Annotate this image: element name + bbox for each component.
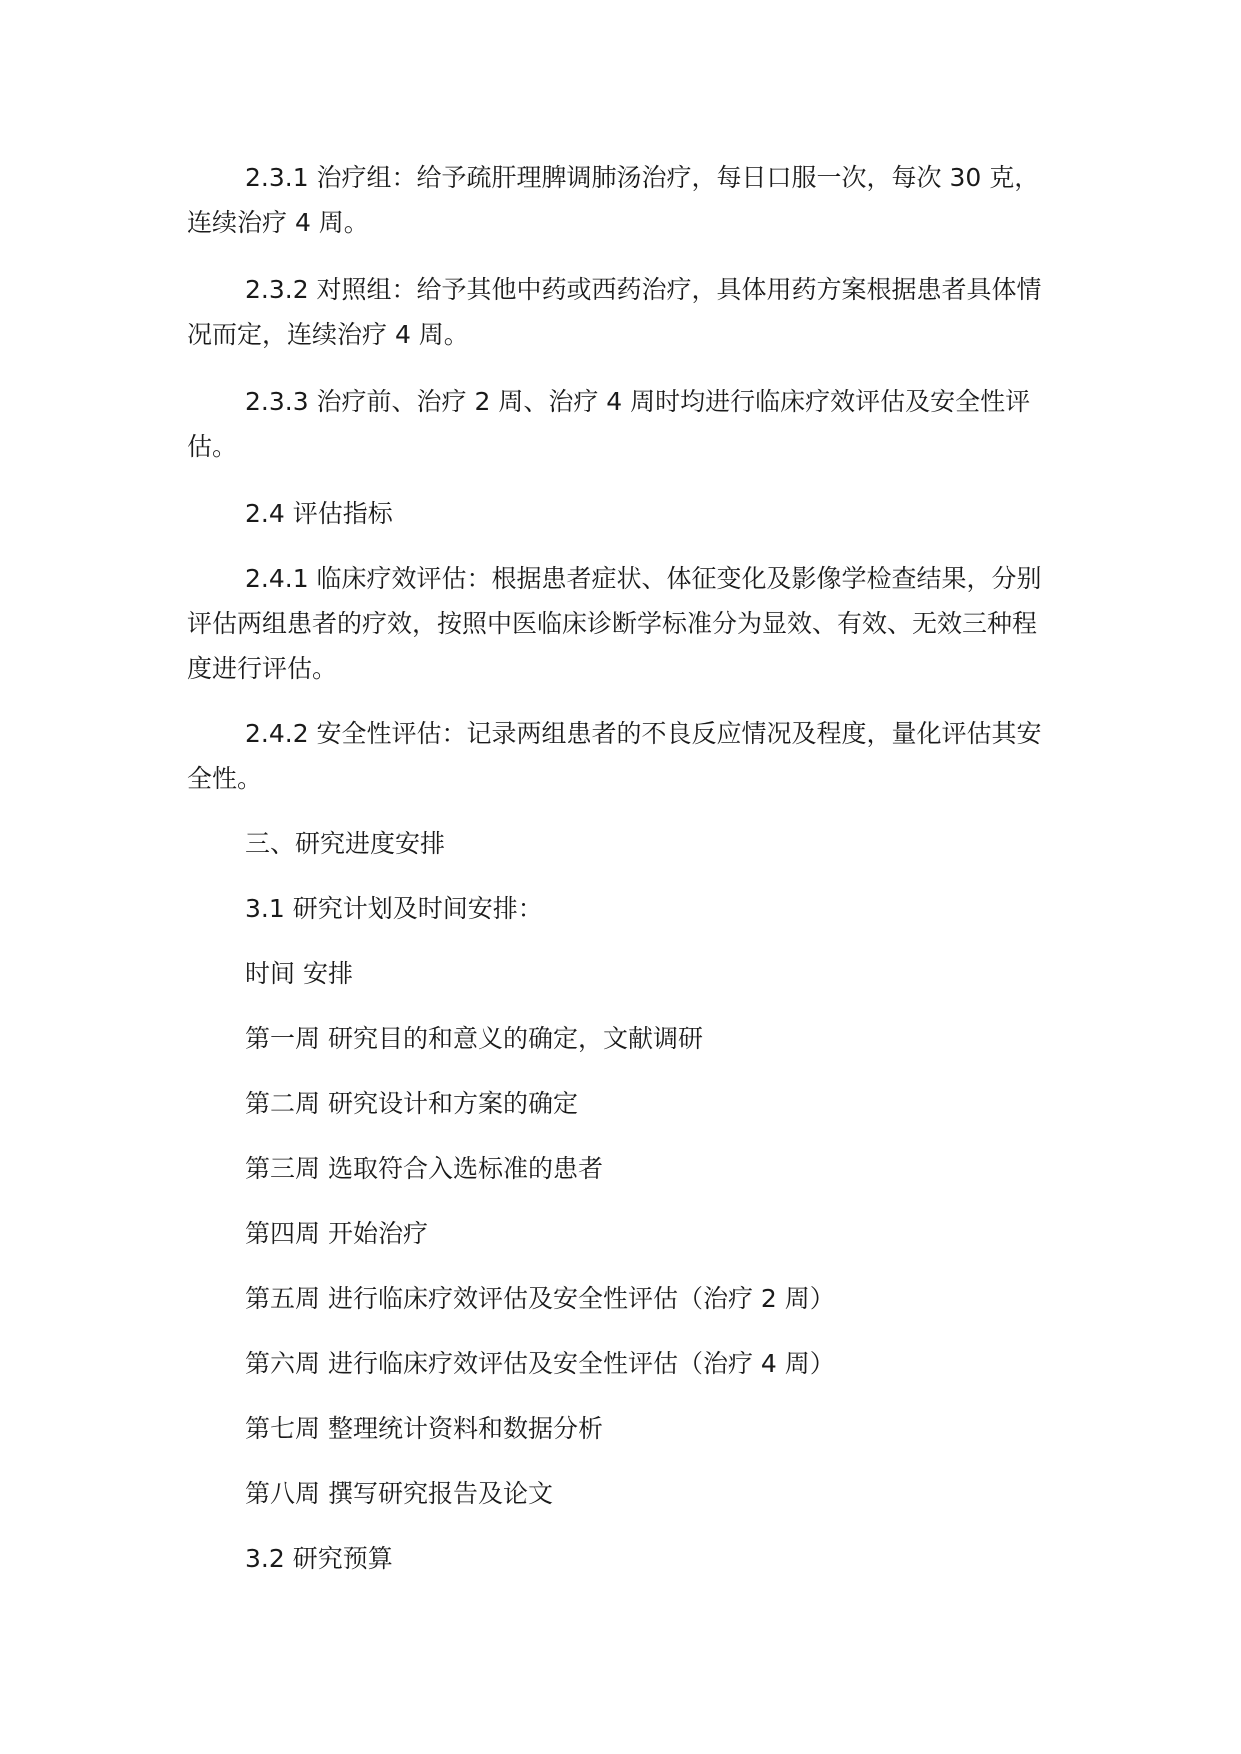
section-heading-3-2: 3.2 研究预算 — [245, 1544, 393, 1573]
schedule-row: 第七周 整理统计资料和数据分析 — [245, 1414, 603, 1443]
schedule-row: 第二周 研究设计和方案的确定 — [245, 1089, 578, 1118]
paragraph-2-3-1: 2.3.1 治疗组：给予疏肝理脾调肺汤治疗，每日口服一次，每次 30 克，连续治疗 4 周。 — [187, 163, 1040, 237]
schedule-row: 第五周 进行临床疗效评估及安全性评估（治疗 2 周） — [245, 1284, 835, 1313]
schedule-row: 第四周 开始治疗 — [245, 1219, 428, 1248]
paragraph-2-4-2: 2.4.2 安全性评估：记录两组患者的不良反应情况及程度，量化评估其安全性。 — [187, 719, 1042, 793]
schedule-header: 时间 安排 — [245, 959, 353, 988]
paragraph-2-4-1: 2.4.1 临床疗效评估：根据患者症状、体征变化及影像学检查结果，分别评估两组患者的疗效，按照中医临床诊断学标准分为显效、有效、无效三种程度进行评估。 — [187, 564, 1042, 683]
document-body — [187, 155, 1051, 1581]
paragraph-2-3-2: 2.3.2 对照组：给予其他中药或西药治疗，具体用药方案根据患者具体情况而定，连续治疗 4 周。 — [187, 275, 1042, 349]
section-heading-2-4: 2.4 评估指标 — [245, 499, 393, 528]
schedule-row: 第三周 选取符合入选标准的患者 — [245, 1154, 603, 1183]
section-heading-3-1: 3.1 研究计划及时间安排： — [245, 894, 543, 923]
schedule-row: 第八周 撰写研究报告及论文 — [245, 1479, 553, 1508]
paragraph-2-3-3: 2.3.3 治疗前、治疗 2 周、治疗 4 周时均进行临床疗效评估及安全性评估。 — [187, 387, 1031, 461]
section-heading-3: 三、研究进度安排 — [245, 829, 446, 858]
schedule-list — [187, 951, 1051, 1516]
schedule-row: 第六周 进行临床疗效评估及安全性评估（治疗 4 周） — [245, 1349, 835, 1378]
schedule-row: 第一周 研究目的和意义的确定，文献调研 — [245, 1024, 703, 1053]
